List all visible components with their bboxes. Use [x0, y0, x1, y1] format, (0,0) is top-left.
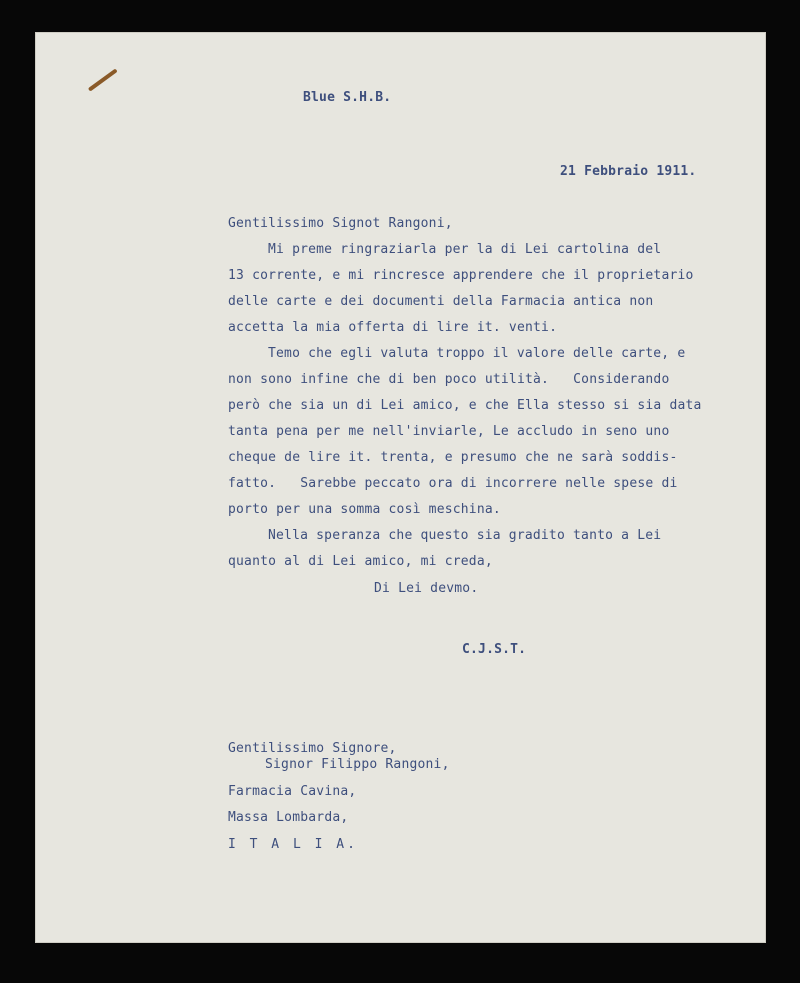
body-line: tanta pena per me nell'inviarle, Le accludo in seno uno: [228, 424, 670, 439]
body-line: fatto. Sarebbe peccato ora di incorrere nelle spese di: [228, 476, 678, 491]
address-line: Farmacia Cavina,: [228, 784, 357, 799]
address-line: Signor Filippo Rangoni,: [265, 757, 450, 772]
address-line: Gentilissimo Signore,: [228, 741, 397, 756]
salutation: Gentilissimo Signot Rangoni,: [228, 216, 453, 231]
address-line: Massa Lombarda,: [228, 810, 349, 825]
letter-date: 21 Febbraio 1911.: [560, 164, 697, 179]
body-line: Mi preme ringraziarla per la di Lei cartolina del: [268, 242, 662, 257]
body-line: accetta la mia offerta di lire it. venti.: [228, 320, 558, 335]
body-line: porto per una somma così meschina.: [228, 502, 501, 517]
body-line: Nella speranza che questo sia gradito tanto a Lei: [268, 528, 662, 543]
body-line: 13 corrente, e mi rincresce apprendere che il proprietario: [228, 268, 694, 283]
body-line: cheque de lire it. trenta, e presumo che ne sarà soddis-: [228, 450, 678, 465]
body-line: Temo che egli valuta troppo il valore delle carte, e: [268, 346, 686, 361]
letter-sheet: [35, 32, 766, 943]
copy-label: Blue S.H.B.: [303, 90, 392, 105]
body-line: quanto al di Lei amico, mi creda,: [228, 554, 493, 569]
pencil-mark: [88, 68, 118, 91]
body-line: non sono infine che di ben poco utilità. Considerando: [228, 372, 670, 387]
closing: Di Lei devmo.: [374, 581, 479, 596]
address-line: I T A L I A.: [228, 837, 358, 852]
body-line: delle carte e dei documenti della Farmacia antica non: [228, 294, 654, 309]
signature-initials: C.J.S.T.: [462, 642, 527, 657]
body-line: però che sia un di Lei amico, e che Ella stesso si sia data: [228, 398, 702, 413]
